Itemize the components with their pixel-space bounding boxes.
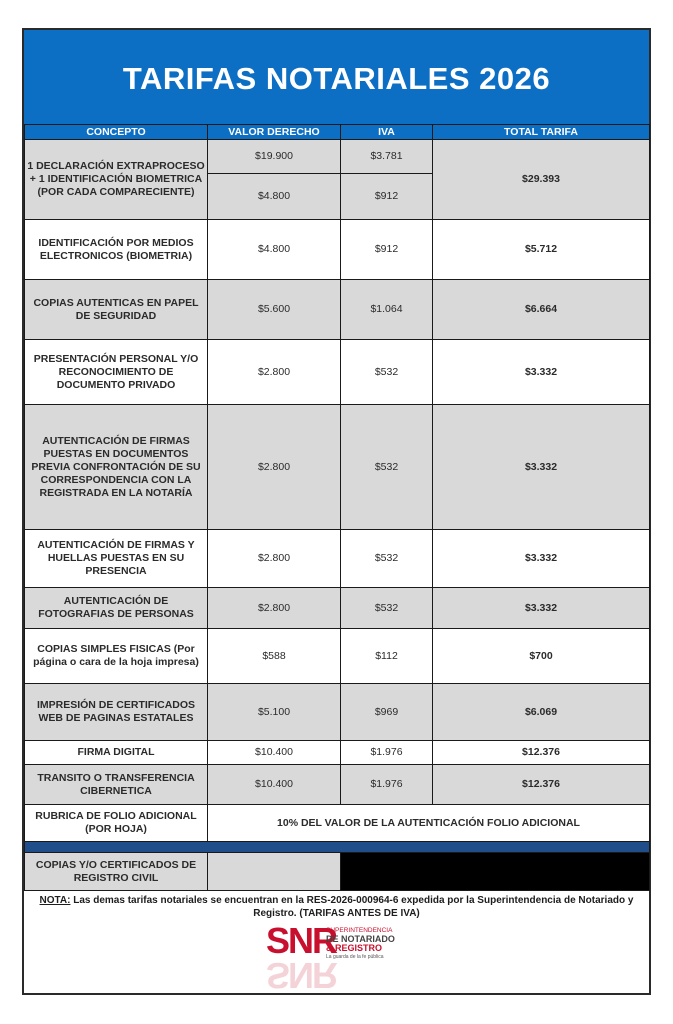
table-row-rubrica xyxy=(25,805,650,842)
valor-cell: $2.800 xyxy=(208,340,341,405)
total-cell: $6.069 xyxy=(433,684,650,741)
valor-cell: $2.800 xyxy=(208,405,341,530)
table-row xyxy=(25,530,650,588)
valor-cell: $10.400 xyxy=(208,741,341,765)
valor-cell: $5.100 xyxy=(208,684,341,741)
iva-cell: $1.976 xyxy=(341,765,433,805)
snr-logo xyxy=(266,920,416,996)
concepto-cell: 1 DECLARACIÓN EXTRAPROCESO + 1 IDENTIFICACIÓN BIOMETRICA (POR CADA COMPARECIENTE) xyxy=(25,140,208,220)
header-iva: IVA xyxy=(341,125,433,140)
total-cell: $29.393 xyxy=(433,140,650,220)
table-row xyxy=(25,405,650,530)
logo-line-3: & REGISTRO xyxy=(326,943,383,953)
iva-cell: $112 xyxy=(341,629,433,684)
total-cell: $3.332 xyxy=(433,340,650,405)
table-row xyxy=(25,588,650,629)
table-row xyxy=(25,140,650,174)
concepto-cell: FIRMA DIGITAL xyxy=(25,741,208,765)
note-text: Las demas tarifas notariales se encuentran en la RES-2026-000964-6 expedida por la Superintendencia de Notariado y Registro. (TARIFAS ANTES DE IVA) xyxy=(70,895,634,919)
total-cell: $5.712 xyxy=(433,220,650,280)
note xyxy=(24,894,649,920)
concepto-cell: IDENTIFICACIÓN POR MEDIOS ELECTRONICOS (BIOMETRIA) xyxy=(25,220,208,280)
valor-cell: $4.800 xyxy=(208,174,341,220)
total-cell: $3.332 xyxy=(433,588,650,629)
logo-tagline: La guarda de la fe pública xyxy=(326,954,384,960)
table-row xyxy=(25,340,650,405)
snr-logo-reflection: SNR xyxy=(266,955,337,996)
rubrica-value-cell: 10% DEL VALOR DE LA AUTENTICACIÓN FOLIO ADICIONAL xyxy=(208,805,650,842)
iva-cell: $532 xyxy=(341,340,433,405)
snr-logo-mark: SNR xyxy=(266,920,337,961)
table-header-row xyxy=(25,125,650,140)
table-row xyxy=(25,765,650,805)
total-cell: $3.332 xyxy=(433,405,650,530)
logo-line-1: SUPERINTENDENCIA xyxy=(326,927,393,934)
iva-cell: $969 xyxy=(341,684,433,741)
separator-bar xyxy=(25,842,650,853)
concepto-cell: IMPRESIÓN DE CERTIFICADOS WEB DE PAGINAS ESTATALES xyxy=(25,684,208,741)
concepto-cell: COPIAS Y/O CERTIFICADOS DE REGISTRO CIVIL xyxy=(25,853,208,891)
concepto-cell: TRANSITO O TRANSFERENCIA CIBERNETICA xyxy=(25,765,208,805)
total-cell: $6.664 xyxy=(433,280,650,340)
concepto-cell: AUTENTICACIÓN DE FIRMAS Y HUELLAS PUESTAS EN SU PRESENCIA xyxy=(25,530,208,588)
valor-cell: $4.800 xyxy=(208,220,341,280)
concepto-cell: RUBRICA DE FOLIO ADICIONAL (POR HOJA) xyxy=(25,805,208,842)
note-label: NOTA: xyxy=(39,895,71,906)
header-concepto: CONCEPTO xyxy=(25,125,208,140)
table-row xyxy=(25,280,650,340)
table-row xyxy=(25,684,650,741)
valor-cell: $5.600 xyxy=(208,280,341,340)
tariff-table xyxy=(24,124,650,891)
total-cell: $12.376 xyxy=(433,741,650,765)
iva-cell: $912 xyxy=(341,220,433,280)
iva-cell: $1.064 xyxy=(341,280,433,340)
iva-cell: $532 xyxy=(341,588,433,629)
iva-cell: $3.781 xyxy=(341,140,433,174)
valor-cell: $19.900 xyxy=(208,140,341,174)
concepto-cell: AUTENTICACIÓN DE FOTOGRAFIAS DE PERSONAS xyxy=(25,588,208,629)
valor-cell: $2.800 xyxy=(208,530,341,588)
tariff-sheet xyxy=(22,28,651,995)
concepto-cell: AUTENTICACIÓN DE FIRMAS PUESTAS EN DOCUMENTOS PREVIA CONFRONTACIÓN DE SU CORRESPONDENCIA CON LA REGISTRADA EN LA NOTARÍA xyxy=(25,405,208,530)
valor-cell: $588 xyxy=(208,629,341,684)
header-valor-derecho: VALOR DERECHO xyxy=(208,125,341,140)
iva-cell: $532 xyxy=(341,405,433,530)
valor-cell-empty xyxy=(208,853,341,891)
concepto-cell: COPIAS SIMPLES FISICAS (Por página o cara de la hoja impresa) xyxy=(25,629,208,684)
logo-line-2: DE NOTARIADO xyxy=(326,934,395,944)
iva-cell: $912 xyxy=(341,174,433,220)
valor-cell: $2.800 xyxy=(208,588,341,629)
total-cell: $3.332 xyxy=(433,530,650,588)
header-total-tarifa: TOTAL TARIFA xyxy=(433,125,650,140)
table-row xyxy=(25,220,650,280)
iva-cell: $532 xyxy=(341,530,433,588)
iva-cell: $1.976 xyxy=(341,741,433,765)
page-title: TARIFAS NOTARIALES 2026 xyxy=(122,61,551,96)
valor-cell: $10.400 xyxy=(208,765,341,805)
table-row-registro-civil xyxy=(25,853,650,891)
table-row xyxy=(25,741,650,765)
table-row xyxy=(25,629,650,684)
redacted-block xyxy=(341,853,650,891)
concepto-cell: COPIAS AUTENTICAS EN PAPEL DE SEGURIDAD xyxy=(25,280,208,340)
concepto-cell: PRESENTACIÓN PERSONAL Y/O RECONOCIMIENTO DE DOCUMENTO PRIVADO xyxy=(25,340,208,405)
title-band xyxy=(24,30,649,126)
total-cell: $12.376 xyxy=(433,765,650,805)
total-cell: $700 xyxy=(433,629,650,684)
